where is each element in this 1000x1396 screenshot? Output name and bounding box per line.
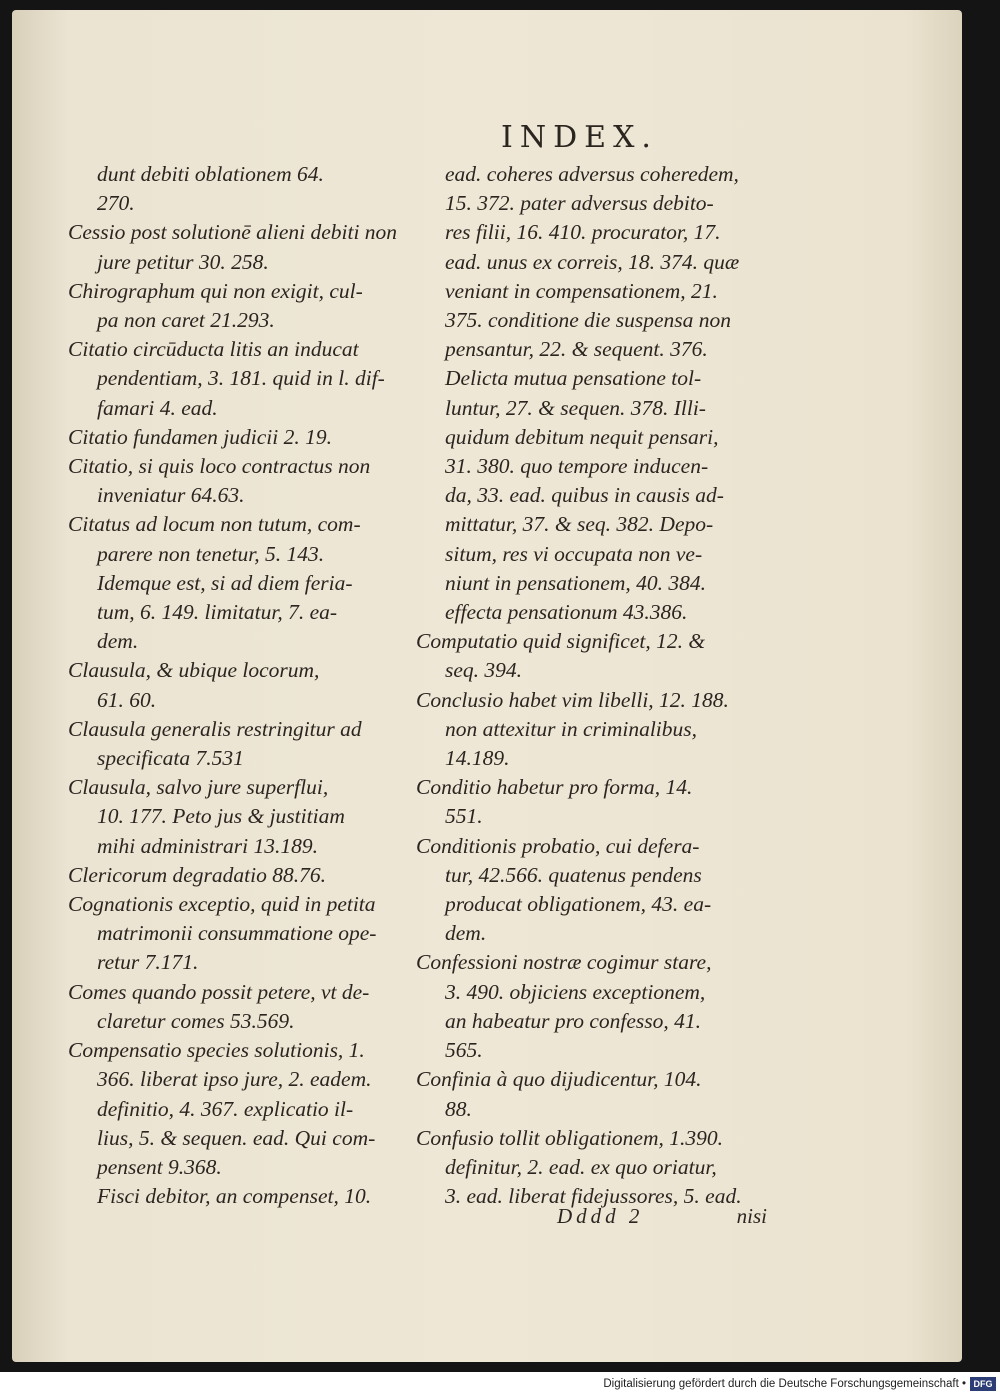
- index-line: Chirographum qui non exigit, cul-: [68, 278, 363, 303]
- index-line: 88.: [445, 1096, 472, 1121]
- index-line: mihi administrari 13.189.: [97, 833, 318, 858]
- index-line: non attexitur in criminalibus,: [445, 716, 698, 741]
- index-line: Citatio circūducta litis an inducat: [68, 337, 359, 362]
- index-line: 375. conditione die suspensa non: [445, 308, 732, 333]
- index-line: luntur, 27. & sequen. 378. Illi-: [445, 395, 706, 420]
- index-line: 270.: [97, 191, 135, 216]
- index-line: jure petitur 30. 258.: [97, 249, 269, 274]
- catchword: nisi: [736, 1204, 767, 1228]
- index-line: Cessio post solutionē alieni debiti non: [68, 220, 398, 245]
- index-line: 61. 60.: [97, 687, 157, 712]
- index-line: Clericorum degradatio 88.76.: [68, 862, 326, 887]
- index-line: dem.: [97, 629, 139, 654]
- index-line: parere non tenetur, 5. 143.: [97, 541, 325, 566]
- index-line: 551.: [445, 804, 483, 829]
- index-line: quidum debitum nequit pensari,: [445, 424, 719, 449]
- index-line: 3. ead. liberat fidejussores, 5. ead.: [445, 1184, 742, 1209]
- index-line: niunt in pensationem, 40. 384.: [445, 570, 706, 595]
- index-line: Cognationis exceptio, quid in petita: [68, 892, 376, 917]
- index-line: 3. 490. objiciens exceptionem,: [445, 979, 706, 1004]
- credit-text: Digitalisierung gefördert durch die Deutsche Forschungsgemeinschaft •: [603, 1378, 966, 1390]
- index-line: pa non caret 21.293.: [97, 308, 275, 333]
- index-line: da, 33. ead. quibus in causis ad-: [445, 483, 724, 508]
- index-line: producat obligationem, 43. ea-: [445, 892, 712, 917]
- index-line: Confessioni nostræ cogimur stare,: [416, 950, 712, 975]
- index-line: Clausula, & ubique locorum,: [68, 658, 320, 683]
- index-line: an habeatur pro confesso, 41.: [445, 1008, 701, 1033]
- index-line: ead. coheres adversus coheredem,: [445, 162, 739, 186]
- index-line: dem.: [445, 921, 487, 946]
- index-line: ead. unus ex correis, 18. 374. quæ: [445, 249, 740, 274]
- index-line: lius, 5. & sequen. ead. Qui com-: [97, 1125, 376, 1150]
- index-line: Citatio, si quis loco contractus non: [68, 454, 371, 479]
- index-line: Confusio tollit obligationem, 1.390.: [416, 1125, 723, 1150]
- index-column-left: [68, 160, 403, 1211]
- index-line: seq. 394.: [445, 658, 523, 683]
- index-line: Citatus ad locum non tutum, com-: [68, 512, 361, 537]
- index-line: Idemque est, si ad diem feria-: [97, 570, 353, 595]
- dfg-logo-icon: DFG: [970, 1377, 996, 1391]
- index-line: res filii, 16. 410. procurator, 17.: [445, 220, 721, 245]
- index-line: 10. 177. Peto jus & justitiam: [97, 804, 345, 829]
- index-line: Conditio habetur pro forma, 14.: [416, 775, 693, 800]
- index-line: Delicta mutua pensatione tol-: [445, 366, 702, 391]
- index-line: inveniatur 64.63.: [97, 483, 245, 508]
- index-line: pendentiam, 3. 181. quid in l. dif-: [97, 366, 385, 391]
- index-line: mittatur, 37. & seq. 382. Depo-: [445, 512, 714, 537]
- index-line: situm, res vi occupata non ve-: [445, 541, 703, 566]
- index-line: tum, 6. 149. limitatur, 7. ea-: [97, 600, 338, 625]
- index-line: 565.: [445, 1038, 483, 1063]
- index-line: Clausula, salvo jure superflui,: [68, 775, 329, 800]
- index-line: effecta pensationum 43.386.: [445, 600, 688, 625]
- index-line: pensent 9.368.: [97, 1154, 222, 1179]
- page-header: INDEX.: [501, 120, 658, 155]
- index-line: definitio, 4. 367. explicatio il-: [97, 1096, 354, 1121]
- index-line: Compensatio species solutionis, 1.: [68, 1038, 365, 1063]
- index-line: Conditionis probatio, cui defera-: [416, 833, 700, 858]
- index-line: dunt debiti oblationem 64.: [97, 162, 324, 186]
- index-line: Citatio fundamen judicii 2. 19.: [68, 424, 332, 449]
- index-line: Fisci debitor, an compenset, 10.: [97, 1184, 372, 1209]
- index-line: retur 7.171.: [97, 950, 199, 975]
- book-page: [12, 10, 962, 1362]
- signature-mark: Dddd 2: [557, 1204, 644, 1228]
- index-line: famari 4. ead.: [97, 395, 218, 420]
- index-line: Comes quando possit petere, vt de-: [68, 979, 370, 1004]
- index-line: Conclusio habet vim libelli, 12. 188.: [416, 687, 729, 712]
- index-line: 14.189.: [445, 746, 510, 771]
- index-line: veniant in compensationem, 21.: [445, 278, 718, 303]
- index-line: claretur comes 53.569.: [97, 1008, 295, 1033]
- index-line: Confinia à quo dijudicentur, 104.: [416, 1067, 702, 1092]
- digitization-credit-bar: [0, 1372, 1000, 1396]
- index-line: Clausula generalis restringitur ad: [68, 716, 362, 741]
- index-line: matrimonii consummatione ope-: [97, 921, 377, 946]
- index-line: 31. 380. quo tempore inducen-: [445, 454, 709, 479]
- index-line: 366. liberat ipso jure, 2. eadem.: [97, 1067, 372, 1092]
- index-line: Computatio quid significet, 12. &: [416, 629, 706, 654]
- index-column-right: [416, 160, 766, 1211]
- index-line: 15. 372. pater adversus debito-: [445, 191, 714, 216]
- index-line: tur, 42.566. quatenus pendens: [445, 862, 702, 887]
- index-line: pensantur, 22. & sequent. 376.: [445, 337, 708, 362]
- index-line: specificata 7.531: [97, 746, 244, 771]
- index-line: definitur, 2. ead. ex quo oriatur,: [445, 1154, 717, 1179]
